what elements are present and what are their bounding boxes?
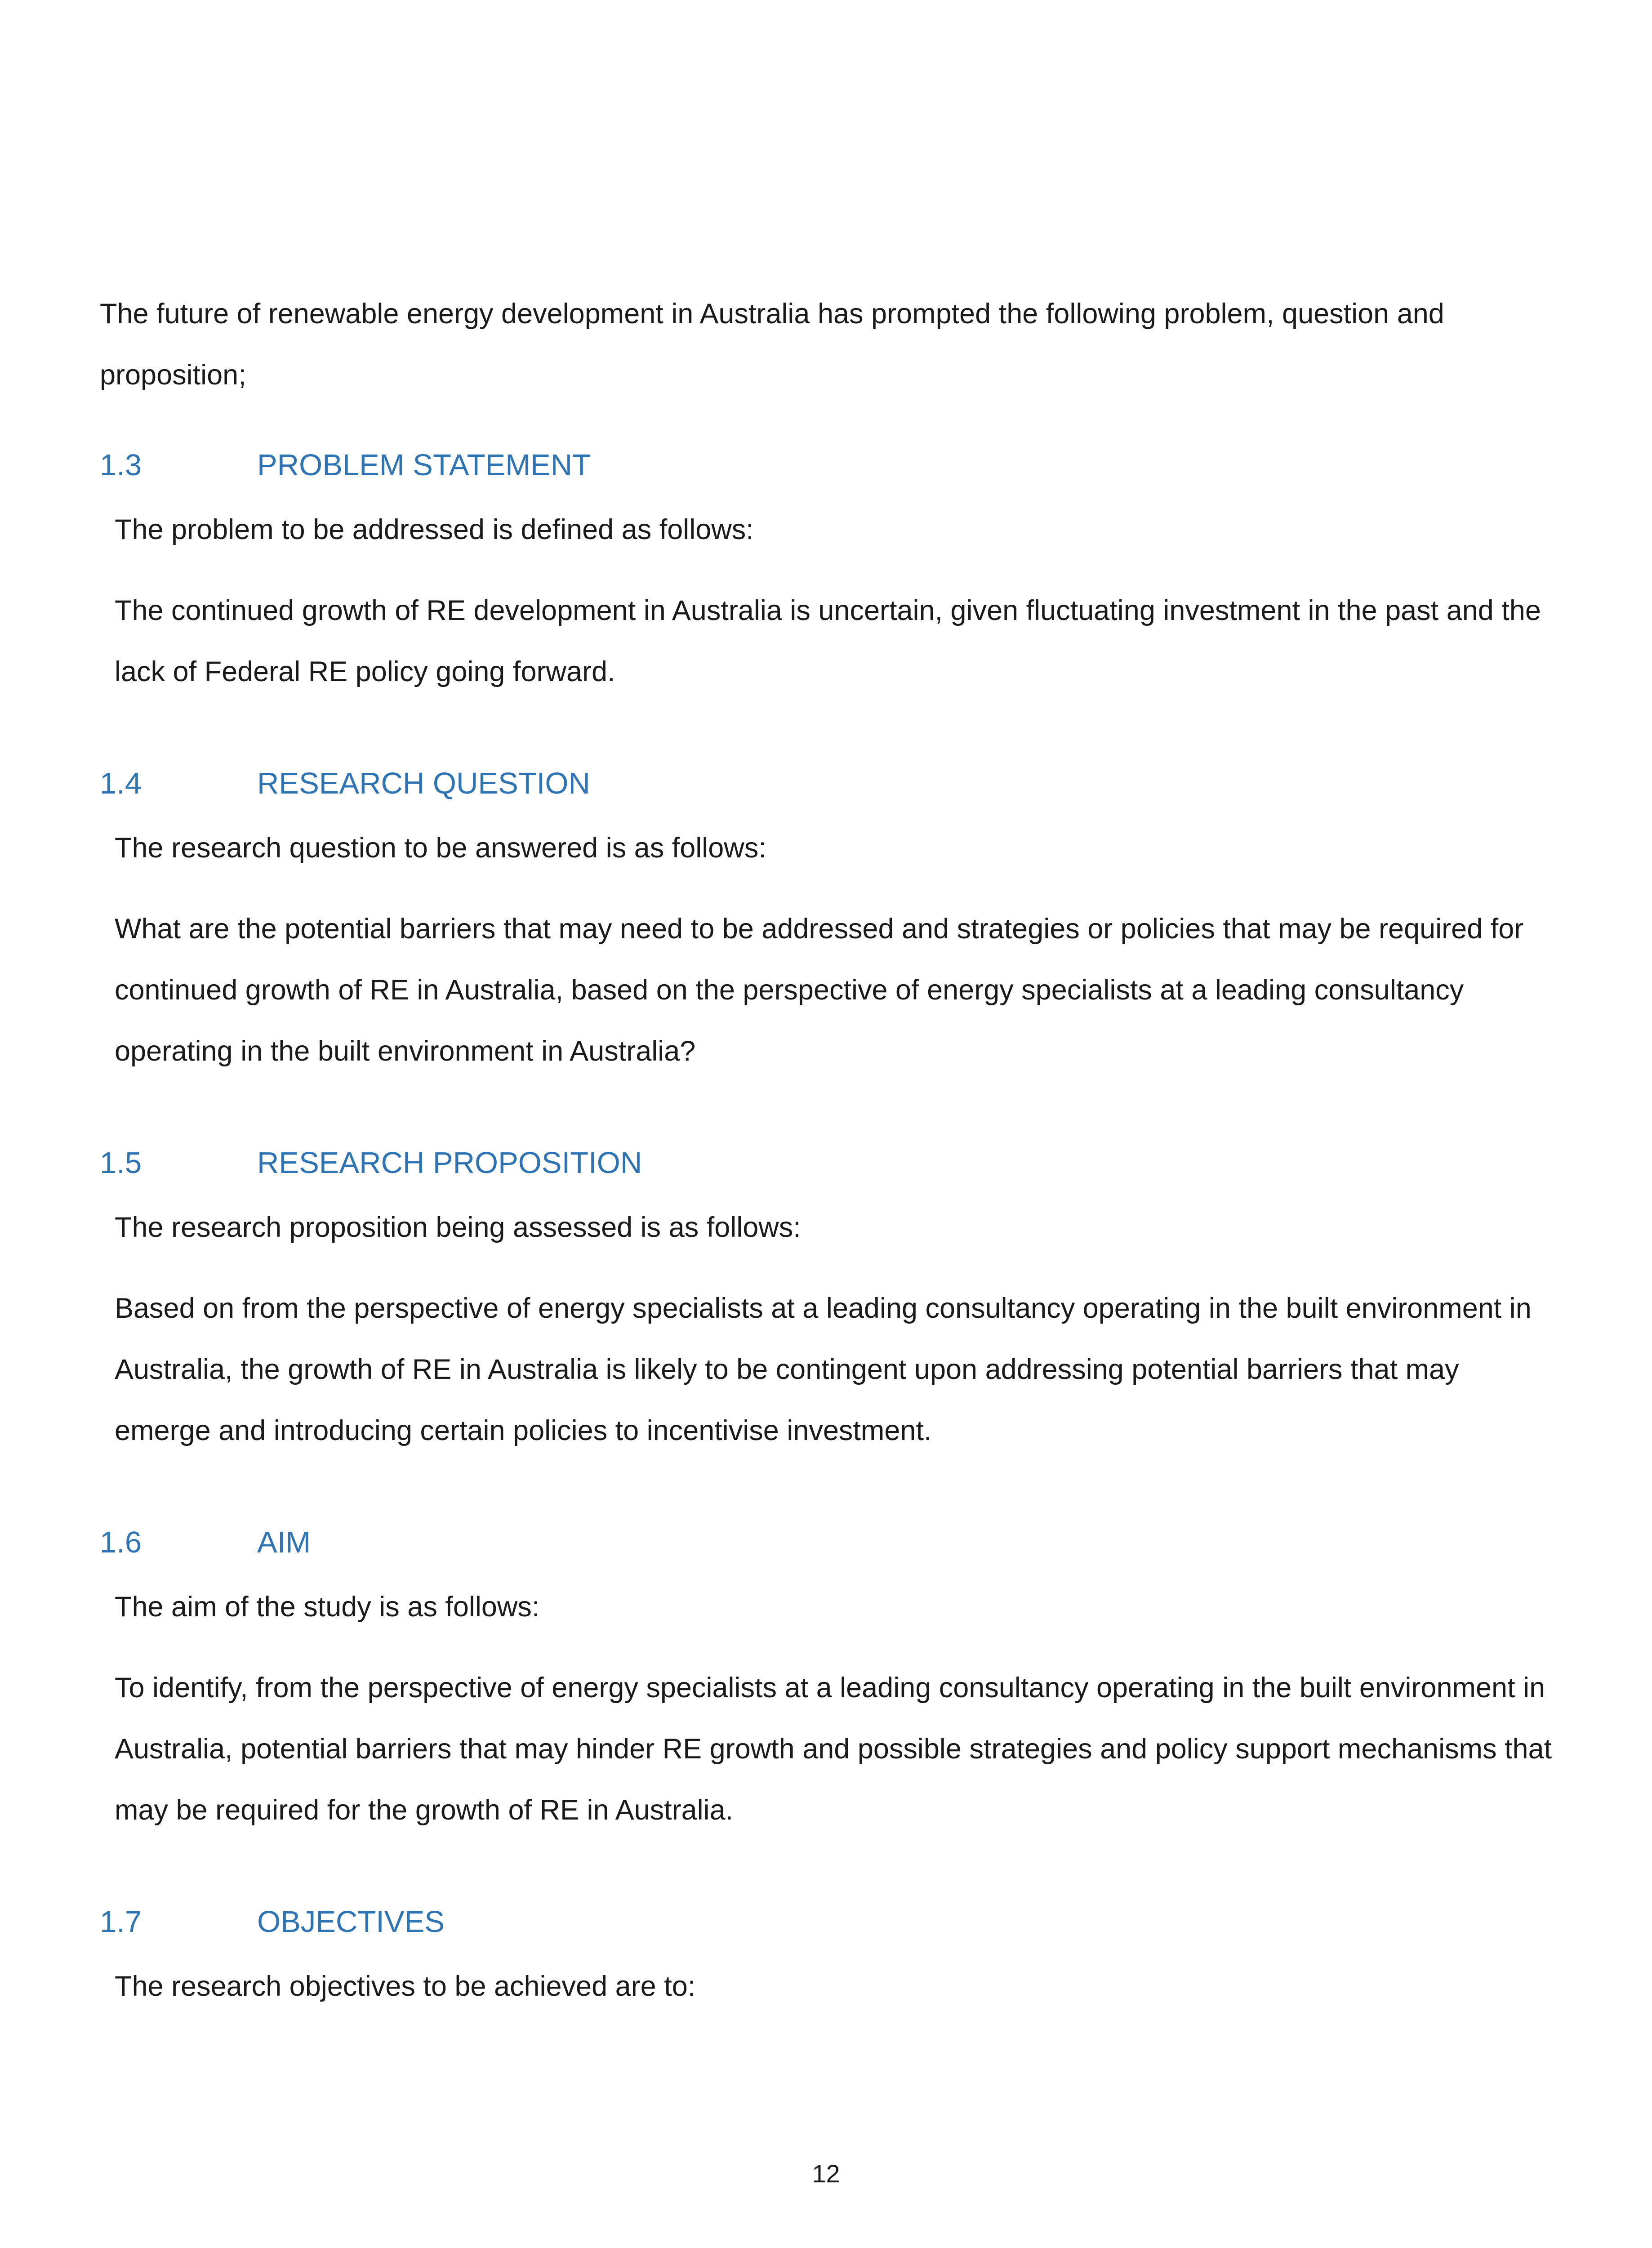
section-body: The continued growth of RE development in Australia is uncertain, given fluctuating investment in the past and the lack of Federal RE policy going forward. (115, 595, 1541, 687)
section-heading (100, 1522, 1565, 1563)
section-title: AIM (257, 1525, 311, 1559)
section-lead: The problem to be addressed is defined as follows: (115, 514, 754, 545)
page-number: 12 (812, 2159, 840, 2188)
section-title: OBJECTIVES (257, 1905, 445, 1939)
section-objectives (100, 1902, 1565, 2009)
section-body: What are the potential barriers that may need to be addressed and strategies or policies that may be required for continued growth of RE in Australia, based on the perspective of energy specialists at a leading consultancy operating in the built environment in Australia? (115, 913, 1524, 1067)
intro-paragraph: The future of renewable energy development in Australia has prompted the following problem, question and proposition; (100, 298, 1444, 391)
section-number: 1.4 (100, 767, 142, 800)
section-title: RESEARCH PROPOSITION (257, 1146, 642, 1180)
section-lead: The research question to be answered is as follows: (115, 832, 766, 864)
section-aim (100, 1522, 1565, 1841)
section-number: 1.7 (100, 1905, 142, 1939)
section-research-question (100, 763, 1565, 1082)
section-number: 1.5 (100, 1146, 142, 1180)
section-number: 1.3 (100, 448, 142, 482)
section-lead: The research proposition being assessed is as follows: (115, 1212, 801, 1243)
section-body: To identify, from the perspective of energy specialists at a leading consultancy operating in the built environment in Australia, potential barriers that may hinder RE growth and possible strategies and policy support mechanisms that may be required for the growth of RE in Australia. (115, 1672, 1552, 1826)
section-body: Based on from the perspective of energy specialists at a leading consultancy operating in the built environment in Australia, the growth of RE in Australia is likely to be contingent upon addressing potential barriers that may emerge and introducing certain policies to incentivise investment. (115, 1293, 1532, 1446)
section-lead: The aim of the study is as follows: (115, 1591, 540, 1623)
section-heading (100, 1143, 1565, 1183)
section-heading (100, 763, 1565, 804)
section-lead: The research objectives to be achieved are to: (115, 1971, 696, 2002)
section-title: PROBLEM STATEMENT (257, 448, 591, 482)
section-heading (100, 1902, 1565, 1942)
section-title: RESEARCH QUESTION (257, 767, 590, 800)
section-problem-statement (100, 445, 1565, 702)
section-number: 1.6 (100, 1525, 142, 1559)
section-research-proposition (100, 1143, 1565, 1461)
section-heading (100, 445, 1565, 486)
